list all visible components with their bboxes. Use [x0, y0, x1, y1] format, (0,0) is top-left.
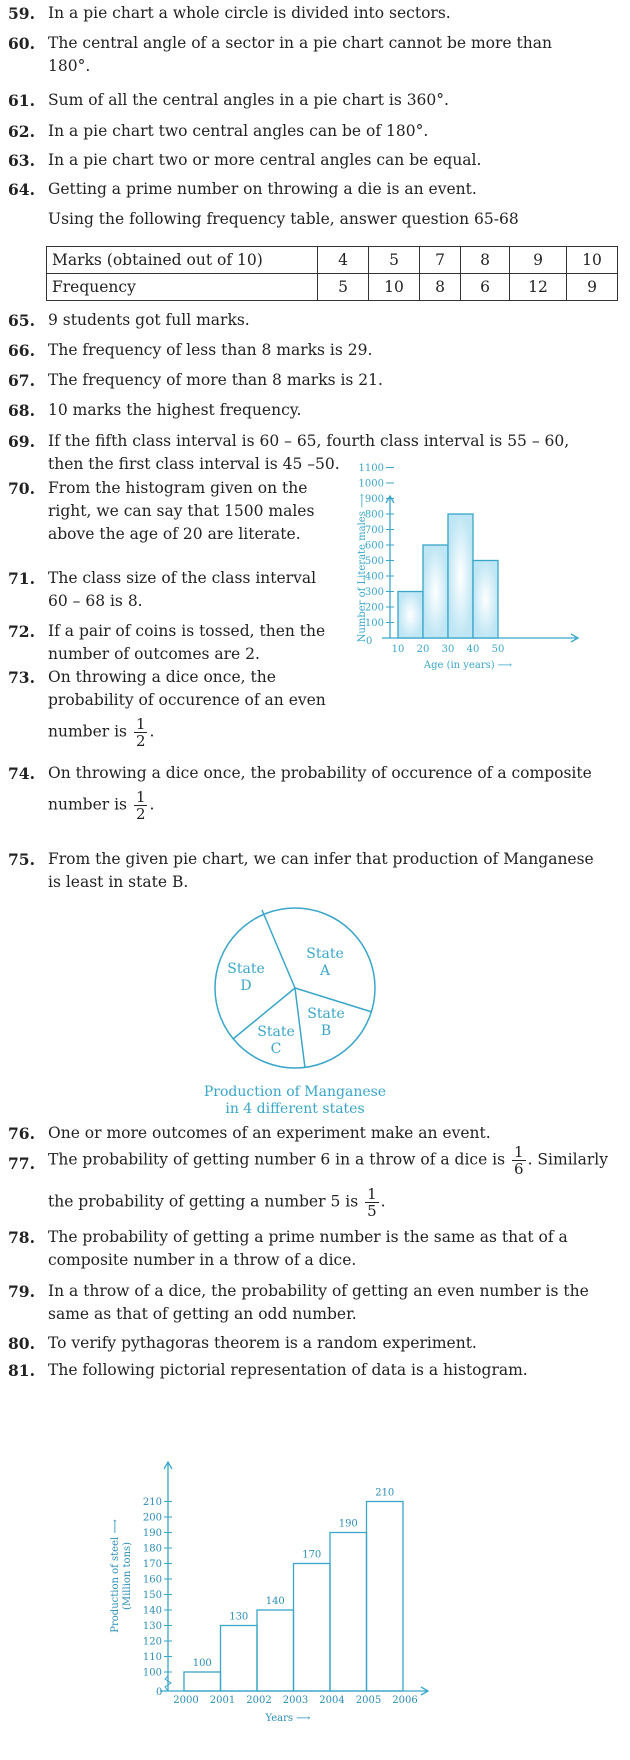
- question-text: 10 marks the highest frequency.: [48, 401, 302, 419]
- question-text: If the fifth class interval is 60 – 65, fourth class interval is 55 – 60,: [48, 432, 570, 450]
- y-tick-label: 900: [364, 494, 384, 505]
- pie-label: State: [307, 1006, 345, 1022]
- histogram-bar: [257, 1610, 294, 1691]
- y-tick-label: 130: [142, 1621, 162, 1632]
- question-text: 9 students got full marks.: [48, 311, 250, 329]
- question-number: 68.: [8, 401, 35, 420]
- x-tick-label: 2002: [246, 1695, 272, 1706]
- table-header-cell: 10: [567, 247, 618, 274]
- question-number: 67.: [8, 371, 35, 390]
- y-tick-label: 100: [364, 618, 384, 629]
- question-text: On throwing a dice once, the probability of occurence of a composite: [48, 764, 592, 782]
- question-number: 65.: [8, 311, 35, 330]
- question-number: 81.: [8, 1361, 35, 1380]
- question-text: number of outcomes are 2.: [48, 645, 260, 663]
- pie-label: A: [319, 963, 331, 979]
- x-tick-label: 10: [391, 644, 405, 655]
- table-cell: 6: [461, 274, 510, 301]
- question-text: number is $\frac{1}{2}$ .: [48, 788, 155, 823]
- table-header-cell: 9: [510, 247, 567, 274]
- question-text: composite number in a throw of a dice.: [48, 1251, 357, 1269]
- question-text: One or more outcomes of an experiment make an event.: [48, 1124, 491, 1142]
- histogram-bar: [294, 1564, 331, 1692]
- fraction: $\frac{1}{6}$: [514, 1143, 524, 1178]
- question-number: 63.: [8, 151, 35, 170]
- x-axis-label: Age (in years) ⟶: [423, 660, 513, 671]
- y-axis-label: Production of steel ⟶: [110, 1519, 121, 1633]
- origin-label: 0: [366, 636, 373, 647]
- histogram-bar: [398, 592, 423, 639]
- table-row: [47, 274, 618, 301]
- y-tick-label: 1000: [358, 478, 384, 490]
- y-tick-label: 210: [142, 1497, 162, 1508]
- question-text: From the histogram given on the: [48, 479, 308, 497]
- x-tick-label: 40: [466, 644, 480, 655]
- x-tick-label: 50: [491, 644, 505, 655]
- table-header-cell: 8: [461, 247, 510, 274]
- question-number: 80.: [8, 1334, 35, 1353]
- question-text: In a pie chart two or more central angles can be equal.: [48, 151, 482, 169]
- table-header-cell: 7: [420, 247, 461, 274]
- pie-label: State: [257, 1024, 295, 1040]
- question-number: 64.: [8, 180, 35, 199]
- question-text: right, we can say that 1500 males: [48, 502, 315, 520]
- y-tick-label: 110: [142, 1652, 162, 1663]
- histogram-bar: [330, 1533, 367, 1692]
- x-tick-label: 2001: [209, 1695, 236, 1706]
- question-text: The frequency of more than 8 marks is 21.: [48, 371, 383, 389]
- manganese-pie-chart: [200, 908, 400, 1118]
- x-tick-label: 2003: [282, 1695, 309, 1706]
- fraction: $\frac{1}{2}$: [135, 788, 146, 823]
- table-row: [47, 247, 618, 274]
- histogram-bar: [423, 545, 448, 638]
- x-tick-label: 30: [441, 644, 455, 655]
- y-tick-label: 700: [364, 525, 384, 536]
- table-header-cell: 4: [318, 247, 369, 274]
- y-tick-label: 160: [142, 1574, 162, 1586]
- pie-caption: Production of Manganese: [203, 1084, 387, 1100]
- question-text: the probability of getting a number 5 is $\frac{1}{5}$ .: [48, 1185, 386, 1220]
- steel-histogram: [108, 1456, 488, 1746]
- y-tick-label: 300: [364, 587, 384, 598]
- pie-divider: [295, 988, 305, 1068]
- y-tick-label: 200: [142, 1512, 162, 1524]
- question-number: 73.: [8, 668, 35, 687]
- question-number: 75.: [8, 850, 35, 869]
- pie-divider: [262, 910, 295, 988]
- table-header-cell: 5: [369, 247, 420, 274]
- fraction: $\frac{1}{2}$: [135, 715, 146, 750]
- table-cell: 5: [318, 274, 369, 301]
- question-text: The probability of getting a prime number is the same as that of a: [48, 1228, 568, 1246]
- question-number: 60.: [8, 34, 35, 53]
- x-tick-label: 2004: [319, 1695, 345, 1706]
- question-text: Using the following frequency table, answer question 65-68: [48, 210, 519, 228]
- question-number: 71.: [8, 569, 35, 588]
- pie-label: B: [320, 1023, 332, 1039]
- pie-caption: in 4 different states: [225, 1101, 365, 1117]
- question-number: 79.: [8, 1282, 35, 1301]
- y-tick-label: 400: [364, 571, 384, 583]
- question-text: From the given pie chart, we can infer that production of Manganese: [48, 850, 594, 868]
- question-number: 72.: [8, 622, 35, 641]
- histogram-bar: [184, 1672, 221, 1691]
- histogram-bar: [367, 1502, 404, 1692]
- bar-value-label: 170: [302, 1549, 322, 1561]
- bar-value-label: 100: [192, 1658, 212, 1669]
- histogram-bar: [448, 514, 473, 638]
- x-tick-label: 2005: [355, 1695, 382, 1706]
- question-text: same as that of getting an odd number.: [48, 1305, 357, 1323]
- y-tick-label: 150: [142, 1590, 162, 1601]
- y-tick-label: 180: [142, 1543, 162, 1555]
- y-tick-label: 170: [142, 1559, 162, 1570]
- y-tick-label: 140: [142, 1605, 162, 1617]
- question-number: 78.: [8, 1228, 35, 1247]
- question-number: 61.: [8, 91, 35, 110]
- question-number: 77.: [8, 1154, 35, 1173]
- x-tick-label: 20: [416, 644, 430, 655]
- question-text: The following pictorial representation of data is a histogram.: [48, 1361, 528, 1379]
- y-tick-label: 120: [142, 1636, 162, 1648]
- table-cell: 12: [510, 274, 567, 301]
- y-axis-label: Number of Literate males ⟶: [357, 493, 368, 643]
- pie-label: C: [270, 1041, 282, 1057]
- question-text: above the age of 20 are literate.: [48, 525, 301, 543]
- question-number: 74.: [8, 764, 35, 783]
- question-text: probability of occurence of an even: [48, 691, 326, 709]
- y-tick-label: 600: [364, 540, 384, 552]
- question-number: 62.: [8, 122, 35, 141]
- question-text: In a pie chart two central angles can be of 180°.: [48, 122, 429, 140]
- y-tick-label: 100: [142, 1667, 162, 1679]
- literacy-histogram: [350, 463, 600, 748]
- question-text: If a pair of coins is tossed, then the: [48, 622, 326, 640]
- y-tick-label: 190: [142, 1528, 162, 1539]
- question-text: The frequency of less than 8 marks is 29.: [48, 341, 373, 359]
- pie-label: State: [227, 961, 265, 977]
- bar-value-label: 210: [375, 1487, 395, 1499]
- pie-label: D: [240, 978, 252, 994]
- question-text: 180°.: [48, 57, 91, 75]
- bar-value-label: 130: [229, 1611, 249, 1623]
- question-text: To verify pythagoras theorem is a random experiment.: [48, 1334, 477, 1352]
- y-tick-label: 500: [364, 556, 384, 567]
- fraction: $\frac{1}{5}$: [367, 1185, 377, 1220]
- question-number: 76.: [8, 1124, 35, 1143]
- question-text: is least in state B.: [48, 873, 189, 891]
- y-tick-label: 1100: [358, 463, 384, 474]
- question-text: The probability of getting number 6 in a throw of a dice is $\frac{1}{6}$ . Similarly: [48, 1143, 608, 1178]
- y-tick-label: 800: [364, 509, 384, 521]
- question-text: The class size of the class interval: [48, 569, 317, 587]
- question-number: 70.: [8, 479, 35, 498]
- question-number: 59.: [8, 4, 35, 23]
- x-axis-label: Years ⟶: [265, 1713, 311, 1724]
- y-tick-label: 200: [364, 602, 384, 614]
- histogram-bar: [473, 561, 498, 639]
- table-cell: Frequency: [47, 274, 318, 301]
- question-text: The central angle of a sector in a pie chart cannot be more than: [48, 34, 552, 52]
- question-number: 69.: [8, 432, 35, 451]
- bar-value-label: 140: [265, 1596, 285, 1607]
- y-axis-label: (Million tons): [122, 1541, 133, 1611]
- question-text: Sum of all the central angles in a pie chart is 360°.: [48, 91, 449, 109]
- bar-value-label: 190: [338, 1518, 358, 1530]
- question-text: In a throw of a dice, the probability of getting an even number is the: [48, 1282, 589, 1300]
- table-cell: 9: [567, 274, 618, 301]
- table-header-cell: Marks (obtained out of 10): [47, 247, 318, 274]
- question-text: then the first class interval is 45 –50.: [48, 455, 340, 473]
- question-text: Getting a prime number on throwing a die is an event.: [48, 180, 477, 198]
- question-text: number is $\frac{1}{2}$ .: [48, 715, 155, 750]
- pie-label: State: [306, 946, 344, 962]
- table-cell: 10: [369, 274, 420, 301]
- x-tick-label: 2000: [173, 1695, 199, 1706]
- frequency-table: [46, 246, 618, 301]
- question-number: 66.: [8, 341, 35, 360]
- question-text: On throwing a dice once, the: [48, 668, 276, 686]
- question-text: 60 – 68 is 8.: [48, 592, 143, 610]
- x-tick-label: 2006: [392, 1695, 418, 1706]
- histogram-bar: [221, 1626, 258, 1692]
- origin-label: 0: [156, 1687, 163, 1698]
- question-text: In a pie chart a whole circle is divided into sectors.: [48, 4, 451, 22]
- table-cell: 8: [420, 274, 461, 301]
